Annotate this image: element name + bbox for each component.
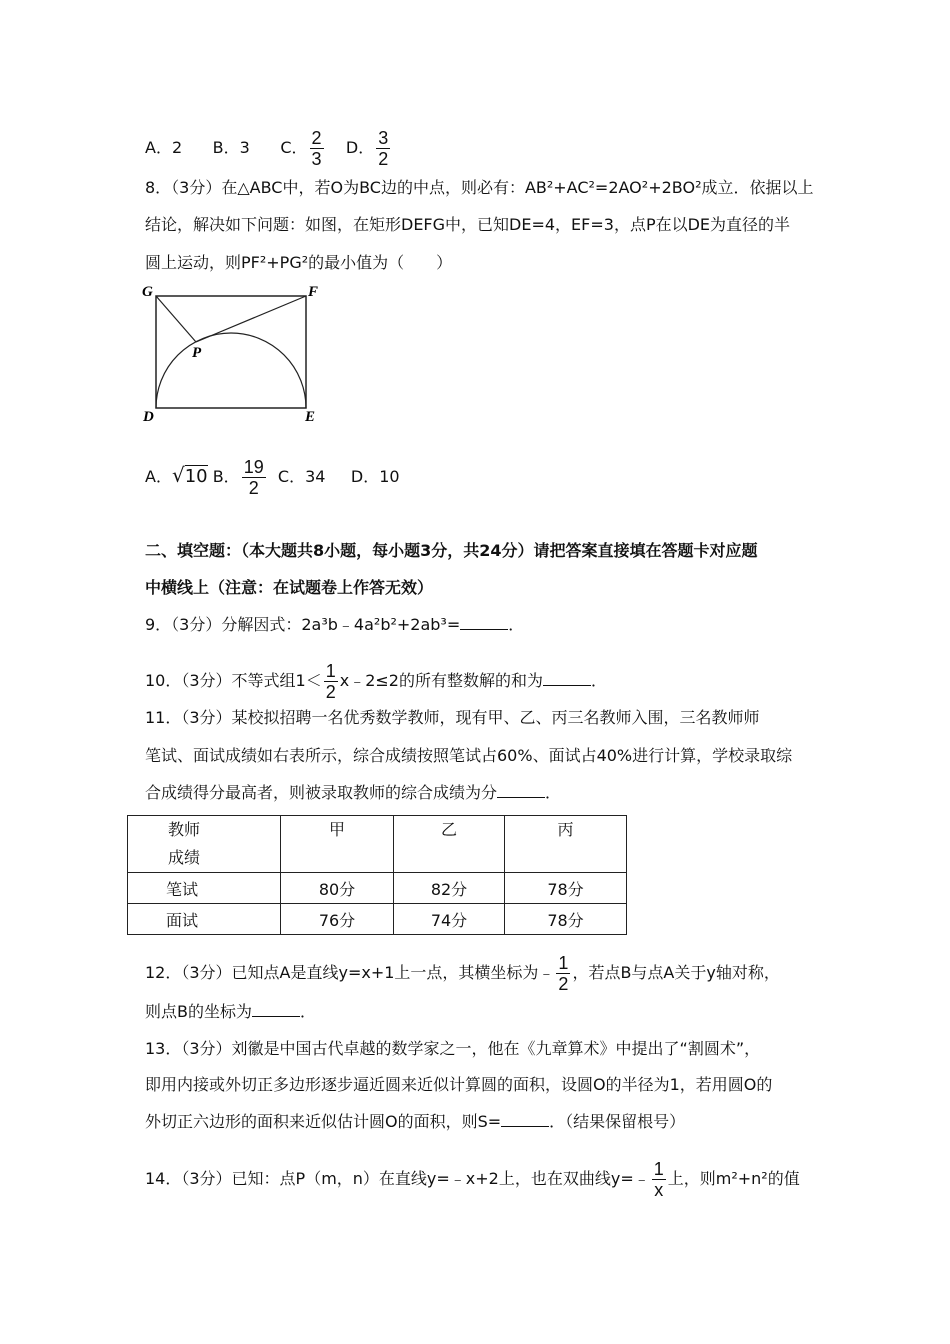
option-a: A．2 <box>145 138 183 157</box>
denominator: 2 <box>378 149 389 169</box>
q11-text: 合成绩得分最高者，则被录取教师的综合成绩为分 <box>145 783 498 802</box>
label-f: F <box>308 284 319 300</box>
numerator: 2 <box>311 128 322 148</box>
table-cell: 78分 <box>505 904 627 935</box>
q11-line2: 笔试、面试成绩如右表所示，综合成绩按照笔试占60%、面试占40%进行计算，学校录取综 <box>145 746 793 765</box>
q7-options <box>145 128 392 169</box>
q14-text-cont: 上，则m²+n²的值 <box>667 1169 800 1188</box>
q9-end: ． <box>508 615 525 634</box>
label-d: D <box>143 409 154 425</box>
table-cell: 78分 <box>505 873 627 904</box>
score-table <box>127 815 627 935</box>
answer-blank <box>543 671 591 686</box>
option-c: C．34 <box>277 467 326 486</box>
row-label: 笔试 <box>128 873 281 904</box>
q12-text-cont: ，若点B与点A关于y轴对称， <box>572 963 780 982</box>
q13-end: ．（结果保留根号） <box>549 1112 686 1131</box>
q12-end: ． <box>299 1002 316 1021</box>
q11-end: ． <box>545 783 562 802</box>
q13-text: 外切正六边形的面积来近似估计圆O的面积，则S= <box>145 1112 502 1131</box>
fraction <box>324 661 338 702</box>
numerator: 1 <box>325 661 336 681</box>
q12-text: 12．（3分）已知点A是直线y=x+1上一点，其横坐标为﹣ <box>145 963 555 982</box>
label-e: E <box>305 409 316 425</box>
q13-line1: 13．（3分）刘徽是中国古代卓越的数学家之一，他在《九章算术》中提出了“割圆术”， <box>145 1039 761 1058</box>
option-b: B． <box>212 467 240 486</box>
q13-line2: 即用内接或外切正多边形逐步逼近圆来近似计算圆的面积，设圆O的半径为1，若用圆O的 <box>145 1075 773 1094</box>
table-row <box>128 873 627 904</box>
option-d: D． <box>345 138 375 157</box>
q14-text: 14．（3分）已知：点P（m，n）在直线y=﹣x+2上，也在双曲线y=﹣ <box>145 1169 650 1188</box>
denominator: x <box>654 1180 664 1200</box>
option-d: D．10 <box>350 467 400 486</box>
sqrt-value: 10 <box>184 466 208 487</box>
q9 <box>145 615 524 635</box>
table-cell: 74分 <box>394 904 505 935</box>
answer-blank <box>497 783 545 798</box>
q13-line3 <box>145 1112 685 1132</box>
fraction <box>556 953 570 994</box>
option-c: C． <box>280 138 308 157</box>
option-a: A． <box>145 467 172 486</box>
q11-line3 <box>145 783 561 803</box>
table-cell: 82分 <box>394 873 505 904</box>
numerator: 3 <box>378 128 389 148</box>
q8-line1: 8．（3分）在△ABC中，若O为BC边的中点，则必有：AB²+AC²=2AO²+2BO²成立．依据以上 <box>145 178 814 197</box>
fraction <box>652 1159 666 1200</box>
header-cell: 乙 <box>394 816 505 873</box>
corner-cell <box>128 816 281 873</box>
table-header-row <box>128 816 627 873</box>
answer-blank <box>501 1112 549 1127</box>
row-label: 面试 <box>128 904 281 935</box>
q10-text-cont: x﹣2≤2的所有整数解的和为 <box>339 671 543 690</box>
numerator: 1 <box>558 953 569 973</box>
fraction <box>242 457 266 498</box>
corner-bottom: 成绩 <box>168 848 201 867</box>
denominator: 2 <box>325 682 336 702</box>
table-cell: 80分 <box>281 873 394 904</box>
corner-top: 教师 <box>168 820 201 839</box>
rectangle-semicircle-figure <box>140 280 330 425</box>
fraction <box>376 128 390 169</box>
answer-blank <box>252 1002 300 1017</box>
label-g: G <box>142 284 153 300</box>
q8-options <box>145 457 400 498</box>
denominator: 2 <box>558 974 569 994</box>
q10-text: 10．（3分）不等式组1＜ <box>145 671 322 690</box>
q10 <box>145 661 607 702</box>
q9-text: 9．（3分）分解因式：2a³b﹣4a²b²+2ab³= <box>145 615 461 634</box>
q14 <box>145 1159 800 1200</box>
denominator: 3 <box>311 149 322 169</box>
table-row <box>128 904 627 935</box>
q12-text: 则点B的坐标为 <box>145 1002 252 1021</box>
q8-line3: 圆上运动，则PF²+PG²的最小值为（ ） <box>145 253 453 272</box>
header-cell: 甲 <box>281 816 394 873</box>
table-cell: 76分 <box>281 904 394 935</box>
header-cell: 丙 <box>505 816 627 873</box>
numerator: 19 <box>243 457 264 477</box>
option-b: B．3 <box>212 138 250 157</box>
label-p: P <box>192 345 202 361</box>
q12-line1 <box>145 953 780 994</box>
answer-blank <box>460 615 508 630</box>
sqrt-icon: √ <box>171 463 185 487</box>
fraction <box>310 128 324 169</box>
q12-line2 <box>145 1002 316 1022</box>
section2-heading-cont: 中横线上（注意：在试题卷上作答无效） <box>145 578 434 597</box>
q8-line2: 结论，解决如下问题：如图，在矩形DEFG中，已知DE=4，EF=3，点P在以DE为直径的半 <box>145 215 791 234</box>
numerator: 1 <box>653 1159 664 1179</box>
section2-heading: 二、填空题：（本大题共8小题，每小题3分，共24分）请把答案直接填在答题卡对应题 <box>145 541 758 560</box>
denominator: 2 <box>248 478 259 498</box>
q11-line1: 11．（3分）某校拟招聘一名优秀数学教师，现有甲、乙、丙三名教师入围，三名教师师 <box>145 708 760 727</box>
q10-end: ． <box>591 671 608 690</box>
